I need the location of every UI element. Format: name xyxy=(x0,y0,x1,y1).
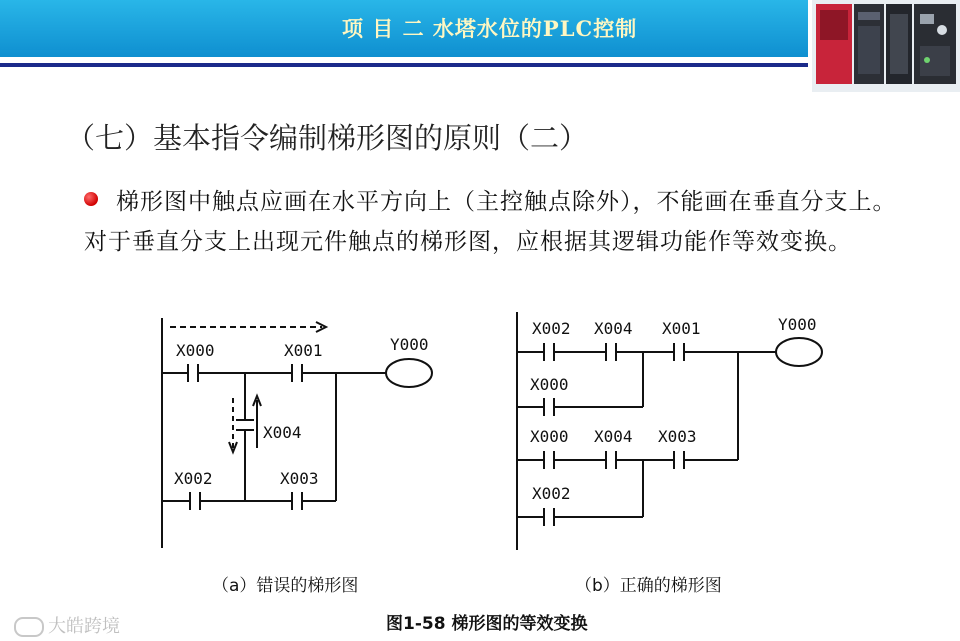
contact-label-b-x002-parallel: X002 xyxy=(532,484,571,503)
contact-label-a-x003: X003 xyxy=(280,469,319,488)
contact-label-b-x004: X004 xyxy=(594,319,633,338)
contact-label-a-x001: X001 xyxy=(284,341,323,360)
contact-label-a-x000: X000 xyxy=(176,341,215,360)
contact-label-b-x001: X001 xyxy=(662,319,701,338)
contact-label-b-x004-row3: X004 xyxy=(594,427,633,446)
contact-label-a-x002: X002 xyxy=(174,469,213,488)
contact-label-b-x002: X002 xyxy=(532,319,571,338)
figure-caption: 图1-58 梯形图的等效变换 xyxy=(386,614,588,634)
contact-label-b-x003: X003 xyxy=(658,427,697,446)
coil-label-a-y000: Y000 xyxy=(390,335,429,354)
watermark-logo-icon xyxy=(14,617,44,637)
contact-label-a-x004: X004 xyxy=(263,423,302,442)
watermark xyxy=(14,612,120,638)
header-rule xyxy=(0,63,808,67)
coil-label-b-y000: Y000 xyxy=(778,315,817,334)
contact-label-b-x000-parallel: X000 xyxy=(530,375,569,394)
ladder-diagrams xyxy=(0,300,960,570)
caption-wrong-diagram: （a）错误的梯形图 xyxy=(212,576,359,596)
plc-hardware-image xyxy=(812,0,960,92)
body-text: 梯形图中触点应画在水平方向上（主控触点除外），不能画在垂直分支上。对于垂直分支上出现元件触点的梯形图，应根据其逻辑功能作等效变换。 xyxy=(84,189,897,255)
caption-correct-diagram: （b）正确的梯形图 xyxy=(575,576,722,596)
section-title: （七）基本指令编制梯形图的原则（二） xyxy=(66,121,589,155)
header-title: 项 目 二 水塔水位的PLC控制 xyxy=(342,16,638,41)
contact-label-b-x000: X000 xyxy=(530,427,569,446)
watermark-text: 大皓跨境 xyxy=(48,616,120,637)
